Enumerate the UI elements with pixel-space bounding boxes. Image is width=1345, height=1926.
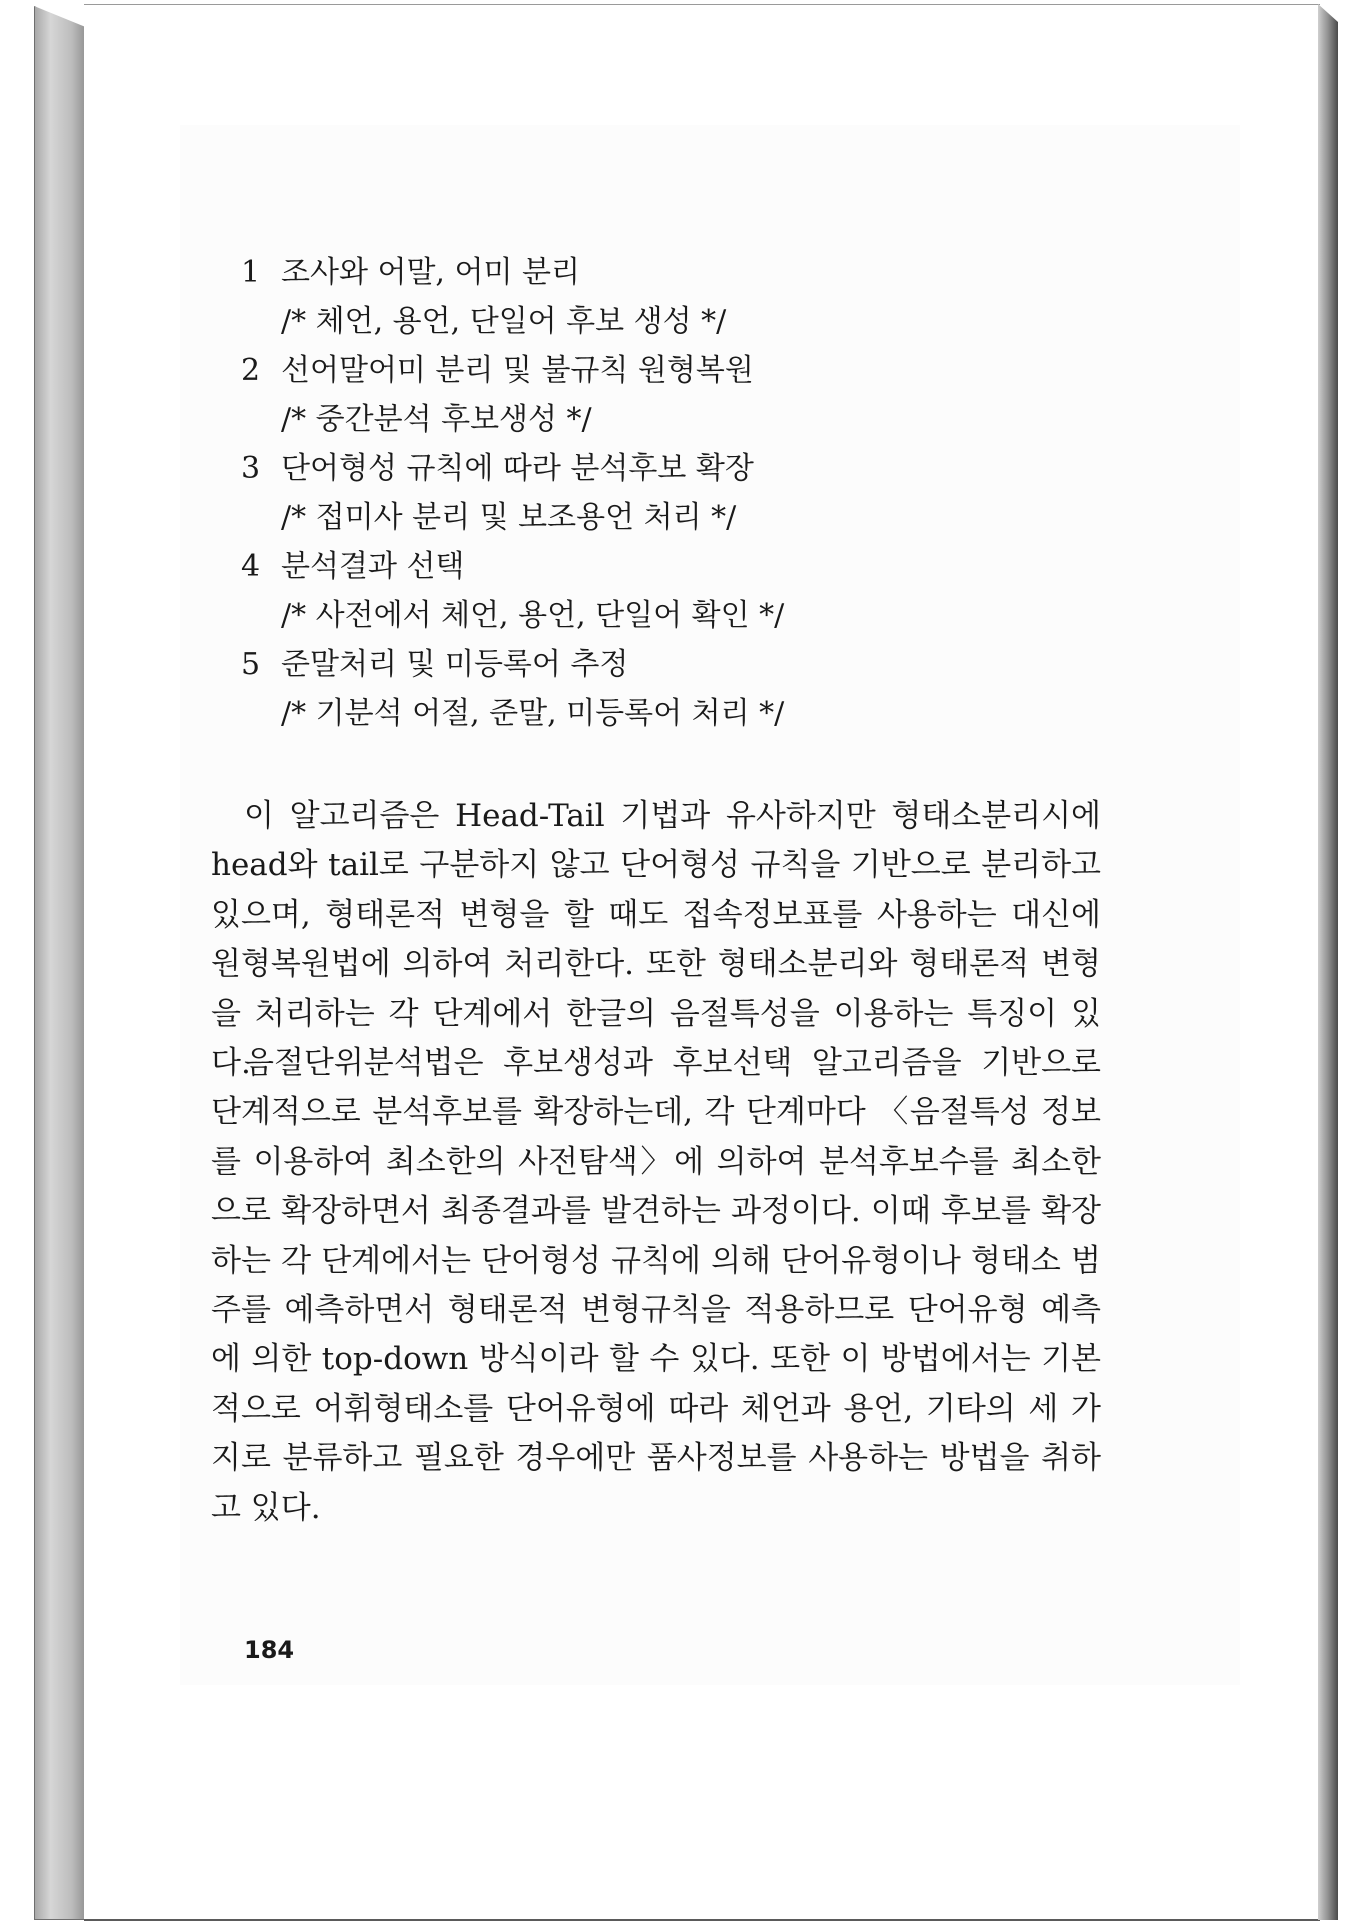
step-1-comment: /* 체언, 용언, 단일어 후보 생성 */	[281, 304, 727, 339]
step-number: 3	[241, 451, 261, 486]
step-number: 4	[241, 549, 261, 584]
step-2-title-line	[241, 346, 941, 395]
step-title: 조사와 어말, 어미 분리	[281, 255, 580, 290]
algorithm-steps	[241, 248, 941, 738]
step-5-title-line	[241, 640, 941, 689]
step-2-comment: /* 중간분석 후보생성 */	[281, 402, 592, 437]
step-3-comment: /* 접미사 분리 및 보조용언 처리 */	[281, 500, 737, 535]
step-3-title-line	[241, 444, 941, 493]
step-number: 5	[241, 647, 261, 682]
body-paragraph-1: 이 알고리즘은 Head-Tail 기법과 유사하지만 형태소분리시에 head와 tail로 구분하지 않고 단어형성 규칙을 기반으로 분리하고 있으며, 형태론적 변형을 할 때도 접속정보표를 사용하는 대신에 원형복원법에 의하여 처리한다. 또한 형태소분리와 형태론적 변형을 처리하는 각 단계에서 한글의 음절특성을 이용하는 특징이 있다.	[211, 798, 1101, 1082]
step-4-comment: /* 사전에서 체언, 용언, 단일어 확인 */	[281, 598, 785, 633]
body-paragraph-2: 음절단위분석법은 후보생성과 후보선택 알고리즘을 기반으로 단계적으로 분석후보를 확장하는데, 각 단계마다 〈음절특성 정보를 이용하여 최소한의 사전탐색〉에 의하여 분석후보수를 최소한으로 확장하면서 최종결과를 발견하는 과정이다. 이때 후보를 확장하는 각 단계에서는 단어형성 규칙에 의해 단어유형이나 형태소 범주를 예측하면서 형태론적 변형규칙을 적용하므로 단어유형 예측에 의한 top-down 방식이라 할 수 있다. 또한 이 방법에서는 기본적으로 어휘형태소를 단어유형에 따라 체언과 용언, 기타의 세 가지로 분류하고 필요한 경우에만 품사정보를 사용하는 방법을 취하고 있다.	[211, 1045, 1101, 1526]
page-number: 184	[244, 1636, 295, 1664]
step-5-comment: /* 기분석 어절, 준말, 미등록어 처리 */	[281, 696, 785, 731]
right-page-edge	[1318, 4, 1338, 1920]
step-title: 분석결과 선택	[281, 549, 465, 584]
step-4-title-line	[241, 542, 941, 591]
book-spine-edge	[34, 6, 88, 1920]
step-title: 선어말어미 분리 및 불규칙 원형복원	[281, 353, 754, 388]
step-number: 1	[241, 255, 261, 290]
step-title: 단어형성 규칙에 따라 분석후보 확장	[281, 451, 754, 486]
step-title: 준말처리 및 미등록어 추정	[281, 647, 629, 682]
step-number: 2	[241, 353, 261, 388]
step-1-title-line	[241, 248, 941, 297]
